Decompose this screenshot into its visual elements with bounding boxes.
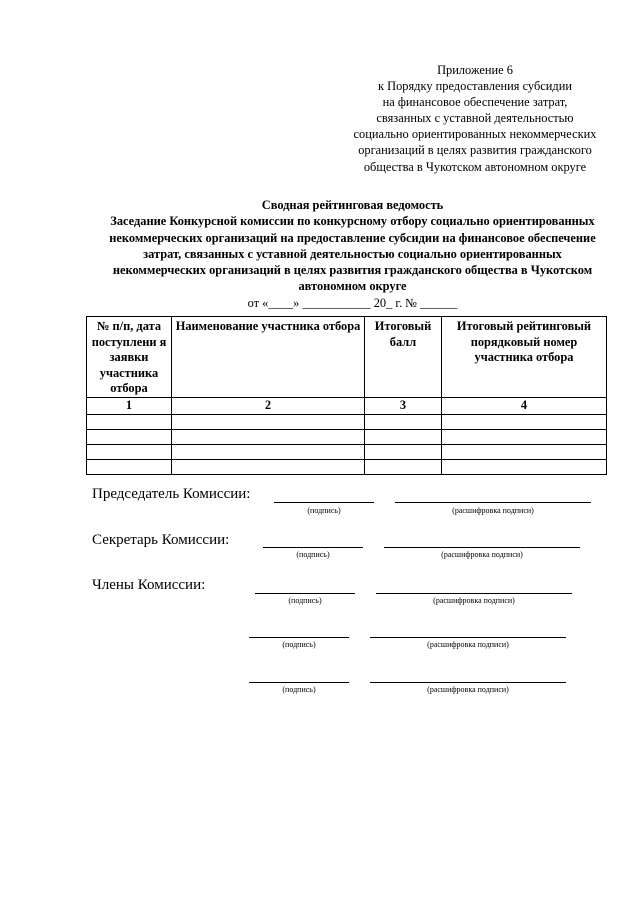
table-cell xyxy=(365,414,442,429)
column-number: 1 xyxy=(87,397,172,414)
table-cell xyxy=(442,459,607,474)
table-row xyxy=(87,459,607,474)
chairman-signature-line xyxy=(274,502,374,503)
appendix-line: социально ориентированных некоммерческих xyxy=(353,127,597,142)
member-signature-line xyxy=(255,593,355,594)
name-decode-caption: (расшифровка подписи) xyxy=(427,640,509,649)
table-cell xyxy=(87,459,172,474)
table-cell xyxy=(87,444,172,459)
header-cell-score: Итоговый балл xyxy=(365,317,442,398)
name-decode-caption: (расшифровка подписи) xyxy=(452,506,534,515)
header-cell-rank: Итоговый рейтинговый порядковый номер участника отбора xyxy=(442,317,607,398)
secretary-label: Секретарь Комиссии: xyxy=(92,532,230,548)
name-decode-caption: (расшифровка подписи) xyxy=(433,596,515,605)
table-cell xyxy=(87,414,172,429)
title-line: Заседание Конкурсной комиссии по конкурсному отбору социально ориентированных xyxy=(110,214,595,229)
signature-caption: (подпись) xyxy=(282,640,316,649)
table-header-row xyxy=(87,317,607,398)
rating-table xyxy=(86,316,607,475)
appendix-line: на финансовое обеспечение затрат, xyxy=(382,95,568,110)
member-name-line xyxy=(370,682,566,683)
table-cell xyxy=(172,459,365,474)
secretary-signature-line xyxy=(263,547,363,548)
signature-caption: (подпись) xyxy=(307,506,341,515)
table-cell xyxy=(172,414,365,429)
appendix-line: Приложение 6 xyxy=(437,63,513,77)
table-cell xyxy=(442,414,607,429)
member-name-line xyxy=(370,637,566,638)
appendix-line: общества в Чукотском автономном округе xyxy=(363,159,587,174)
appendix-block xyxy=(330,62,620,175)
column-number: 2 xyxy=(172,397,365,414)
column-number: 3 xyxy=(365,397,442,414)
title-line: Сводная рейтинговая ведомость xyxy=(261,198,444,212)
header-cell-number-date: № п/п, дата поступлени я заявки участника отбора xyxy=(87,317,172,398)
table-cell xyxy=(442,429,607,444)
table-cell xyxy=(365,459,442,474)
table-cell xyxy=(172,429,365,444)
table-cell xyxy=(172,444,365,459)
name-decode-caption: (расшифровка подписи) xyxy=(441,550,523,559)
table-cell xyxy=(365,444,442,459)
signature-caption: (подпись) xyxy=(296,550,330,559)
title-line: некоммерческих организаций на предоставление субсидии на финансовое обеспечение xyxy=(109,230,596,245)
appendix-line: к Порядку предоставления субсидии xyxy=(378,79,572,94)
appendix-line: связанных с уставной деятельностью xyxy=(376,111,574,126)
chairman-name-line xyxy=(395,502,591,503)
member-name-line xyxy=(376,593,572,594)
table-row xyxy=(87,444,607,459)
name-decode-caption: (расшифровка подписи) xyxy=(427,685,509,694)
secretary-name-line xyxy=(384,547,580,548)
signature-caption: (подпись) xyxy=(288,596,322,605)
column-number: 4 xyxy=(442,397,607,414)
table-cell xyxy=(442,444,607,459)
members-label: Члены Комиссии: xyxy=(92,577,206,593)
title-line: автономном округе xyxy=(298,279,407,294)
table-cell xyxy=(87,429,172,444)
title-line: некоммерческих организаций в целях развития гражданского общества в Чукотском xyxy=(112,263,593,278)
appendix-line: организаций в целях развития гражданского xyxy=(358,143,592,158)
table-cell xyxy=(365,429,442,444)
table-row xyxy=(87,429,607,444)
document-heading xyxy=(80,197,625,311)
header-cell-participant: Наименование участника отбора xyxy=(172,317,365,398)
member-signature-line xyxy=(249,682,349,683)
column-number-row xyxy=(87,397,607,414)
table-row xyxy=(87,414,607,429)
date-number-line: от «____» ___________ 20_ г. № ______ xyxy=(247,295,458,310)
title-line: затрат, связанных с уставной деятельностью социально ориентированных xyxy=(143,246,562,261)
document-title xyxy=(80,197,625,295)
chairman-label: Председатель Комиссии: xyxy=(92,486,251,502)
member-signature-line xyxy=(249,637,349,638)
signature-caption: (подпись) xyxy=(282,685,316,694)
